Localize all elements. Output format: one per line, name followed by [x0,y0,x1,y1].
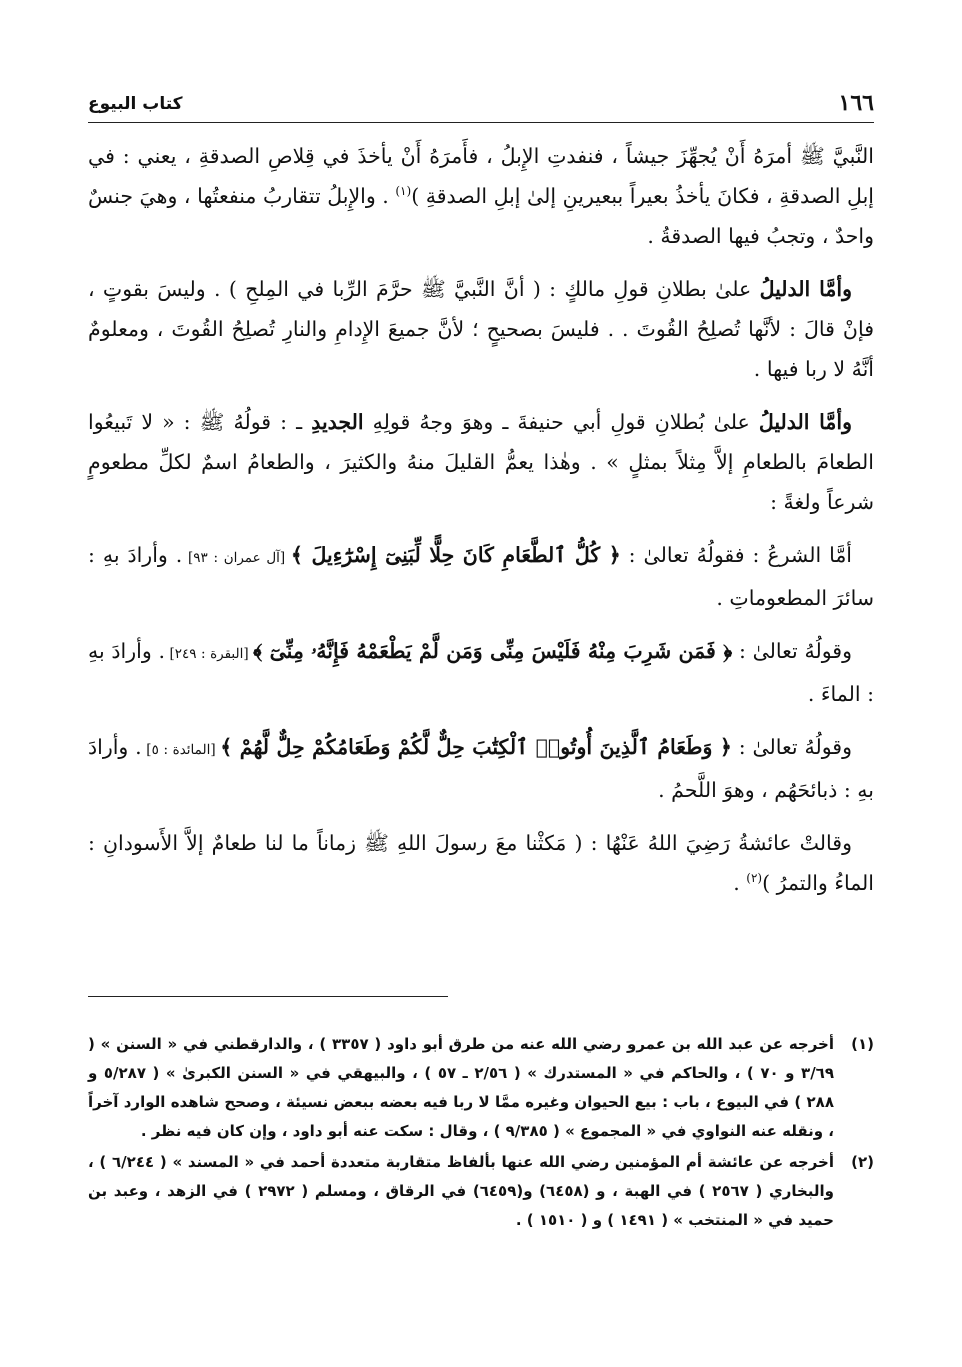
footnote-text: أخرجه عن عائشة أم المؤمنين رضي الله عنها بألفاظ متقاربة متعددة أحمد في « المسند » ( ٦/٢٤٤ ) ، والبخاري ( ٢٥٦٧ ) في الهبة ، و (٦٤٥٨) و(٦٤٥٩) في الرقاق ، ومسلم ( ٢٩٧٢ ) في الزهد ، وعبد بن حميد في « المنتخب » ( ١٤٩١ ) و ( ١٥١٠ ) . [88,1153,834,1229]
quran-verse-1: ﴿ كُلُّ ٱلطَّعَامِ كَانَ حِلًّا لِّبَنِىٓ إِسْرَٰٓءِيلَ ﴾ [290,543,621,567]
main-text [88,136,874,916]
paragraph-3-bold: الجديدِ [311,410,364,434]
paragraph-1-text: النَّبيَّ ﷺ أمرَهُ أَنْ يُجهِّزَ جيشاً ، فنفدتِ الإِبلُ ، فأَمرَهُ أَنْ يأخذَ في قِلاصِ الصدقةِ ، يعني : في إبلِ الصدقةِ ، فكانَ يأخذُ بعيراً ببعيرينِ إلىٰ إبلِ الصدقةِ ) [88,144,874,208]
footnote-ref-2[interactable]: (٢) [746,871,763,886]
paragraph-2-lead: وأمَّا الدليلُ [759,277,852,301]
page-number: ١٦٦ [838,90,874,116]
verse-reference-1: [آل عمران : ٩٣] [182,550,291,566]
footnote-2 [88,1148,874,1235]
paragraph-4 [88,535,874,618]
quran-verse-3: ﴿ وَطَعَامُ ٱلَّذِينَ أُوتُوا۟ ٱلْكِتَٰبَ حِلٌّ لَّكُمْ وَطَعَامُكُمْ حِلٌّ لَّهُمْ ﴾ [220,735,732,759]
paragraph-6 [88,727,874,810]
paragraph-7 [88,823,874,903]
footnotes [88,1030,874,1237]
quran-verse-2: ﴿ فَمَن شَرِبَ مِنْهُ فَلَيْسَ مِنِّى وَمَن لَّمْ يَطْعَمْهُ فَإِنَّهُۥ مِنِّىٓ ﴾ [253,639,733,663]
footnote-number: (١) [851,1035,874,1053]
paragraph-7-text: وقالتْ عائشةُ رَضِيَ اللهُ عَنْهُا : ( مَكثْنا معَ رسولَ اللهِ ﷺ زماناً ما لنا طعامٌ إلاَّ الأَسودانِ : الماءُ والتمرُ ) [88,831,874,895]
paragraph-3-lead: وأمَّا الدليلُ [758,410,852,434]
paragraph-4-text-a: أمَّا الشرعُ : فقولُهُ تعالىٰ : [620,543,853,567]
paragraph-6-text-b: . وأرادَ بهِ : ذبائحَهُم ، وهوَ اللَّحمُ . [88,735,874,802]
running-title: كتاب البيوع [88,94,183,114]
page-header [88,88,874,123]
paragraph-3 [88,402,874,522]
paragraph-1-tail: . والإِبلُ تتقاربُ منفعتُها ، وهيَ جنسٌ واحدٌ ، وتجبُ فيها الصدقةُ . [88,184,874,248]
footnote-number: (٢) [851,1153,874,1171]
footnote-separator [88,996,448,997]
paragraph-6-text-a: وقولُهُ تعالىٰ : [731,735,853,759]
paragraph-5-text-a: وقولُهُ تعالىٰ : [732,639,853,663]
paragraph-3-text-b: ـ : قولُهُ ﷺ : « لا تَبيعُوا الطعامَ بالطعامِ إلاَّ مِثلاً بمثلٍ » . وهٰذا يعمُّ القليلَ منهُ والكثيرَ ، والطعامُ اسمٌ لكلِّ مطعومٍ شرعاً ولغةً : [88,410,874,514]
paragraph-7-tail: . [733,871,747,895]
paragraph-4-text-b: . وأرادَ بهِ : سائرَ المطعوماتِ . [88,543,874,610]
paragraph-2 [88,269,874,389]
verse-reference-2: [البقرة : ٢٤٩] [164,646,254,662]
footnote-ref-1[interactable]: (١) [395,184,412,199]
paragraph-2-text: علىٰ بطلانِ قولِ مالكٍ : ( أنَّ النَّبيَّ ﷺ حرَّمَ الرِّبا في المِلحِ ) . وليسَ بقوتٍ ، فإنْ قالَ : لأنَّها تُصلِحُ القُوتَ . . فليسَ بصحيحٍ ؛ لأنَّ جميعَ الإِدامِ والنارِ تُصلِحُ القُوتَ ، ومعلومٌ أنَّهُ لا ربا فيها . [88,277,874,381]
footnote-1 [88,1030,874,1146]
verse-reference-3: [المائدة : ٥] [141,742,221,758]
paragraph-5-text-b: . وأرادَ بهِ : الماءَ . [88,639,874,706]
paragraph-1 [88,136,874,256]
paragraph-5 [88,631,874,714]
paragraph-3-text-a: علىٰ بُطلانِ قولِ أبي حنيفةَ ـ وهوَ وجهُ قولِهِ [363,410,759,434]
footnote-text: أخرجه عن عبد الله بن عمرو رضي الله عنه من طرق أبو داود ( ٣٣٥٧ ) ، والدارقطني في « السنن » ( ٣/٦٩ و ٧٠ ) ، والحاكم في « المستدرك » ( ٢/٥٦ ـ ٥٧ ) ، والبيهقي في « السنن الكبرىٰ » ( ٥/٢٨٧ و ٢٨٨ ) في البيوع ، باب : بيع الحيوان وغيره ممَّا لا ربا فيه بعضه ببعض نسيئة ، وصحح شاهده الوارد آخراً ، ونقله عنه النواوي في « المجموع » ( ٩/٣٨٥ ) ، وقال : سكت عنه أبو داود ، وإن كان فيه نظر . [88,1035,835,1140]
